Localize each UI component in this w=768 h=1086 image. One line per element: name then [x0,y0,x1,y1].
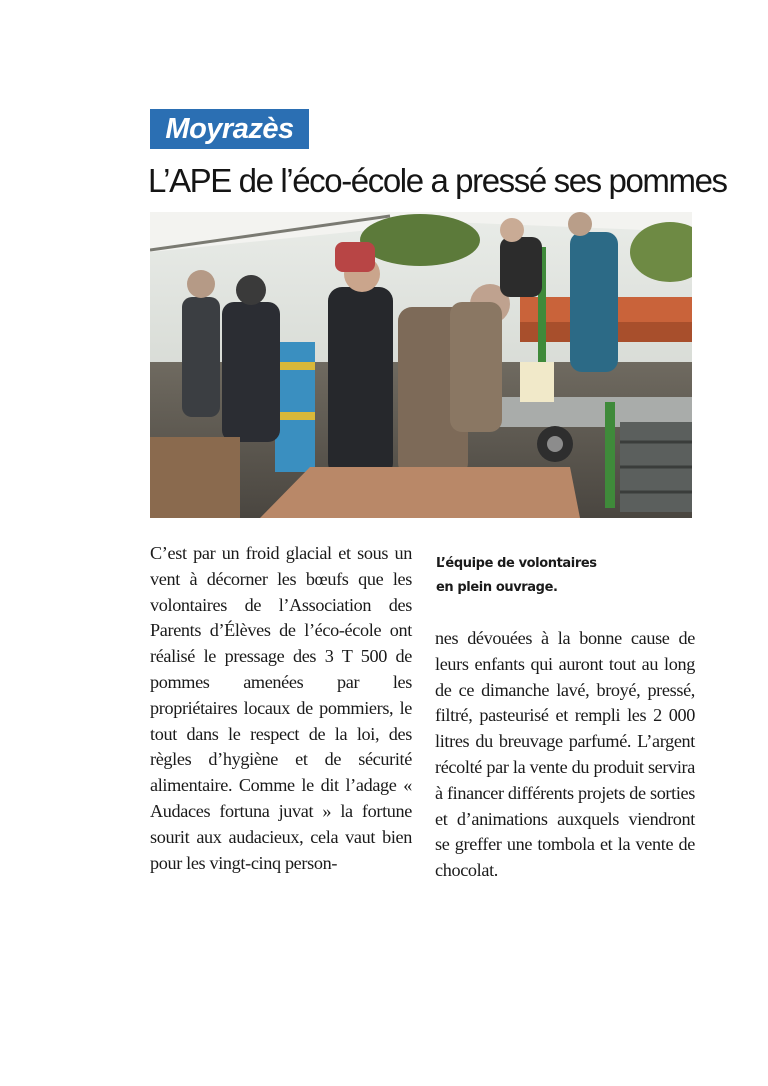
photo-caption [436,552,676,600]
article-body-column-2: nes dévouées à la bonne cause de leurs enfants qui auront tout au long de ce dimanche lavé, broyé, pressé, filtré, pasteurisé et rempli les 2 000 litres du breuvage parfumé. L’argent récolté par la vente du produit servira à financer différents projets de sorties et d’animations auxquels viendront se greffer une tombola et la vente de chocolat. [435,628,695,881]
photo-caption-line-1: L’équipe de volontaires [436,556,597,571]
article-headline: L’APE de l’éco-école a pressé ses pommes [148,162,727,199]
article-photo [150,212,692,518]
article-body-column-1: C’est par un froid glacial et sous un vent à décorner les bœufs que les volontaires de l’Association des Parents d’Élèves de l’éco-école ont réalisé le pressage des 3 T 500 de pommes amenées par les propriétaires locaux de pommiers, le tout dans le respect de la loi, des règles d’hygiène et de sécurité alimentaire. Comme le dit l’adage « Audaces fortuna juvat » la fortune sourit aux audacieux, cela vaut bien pour les vingt-cinq person- [150,543,412,873]
photo-caption-line-2: en plein ouvrage. [436,580,558,595]
article-kicker: Moyrazès [150,109,309,149]
